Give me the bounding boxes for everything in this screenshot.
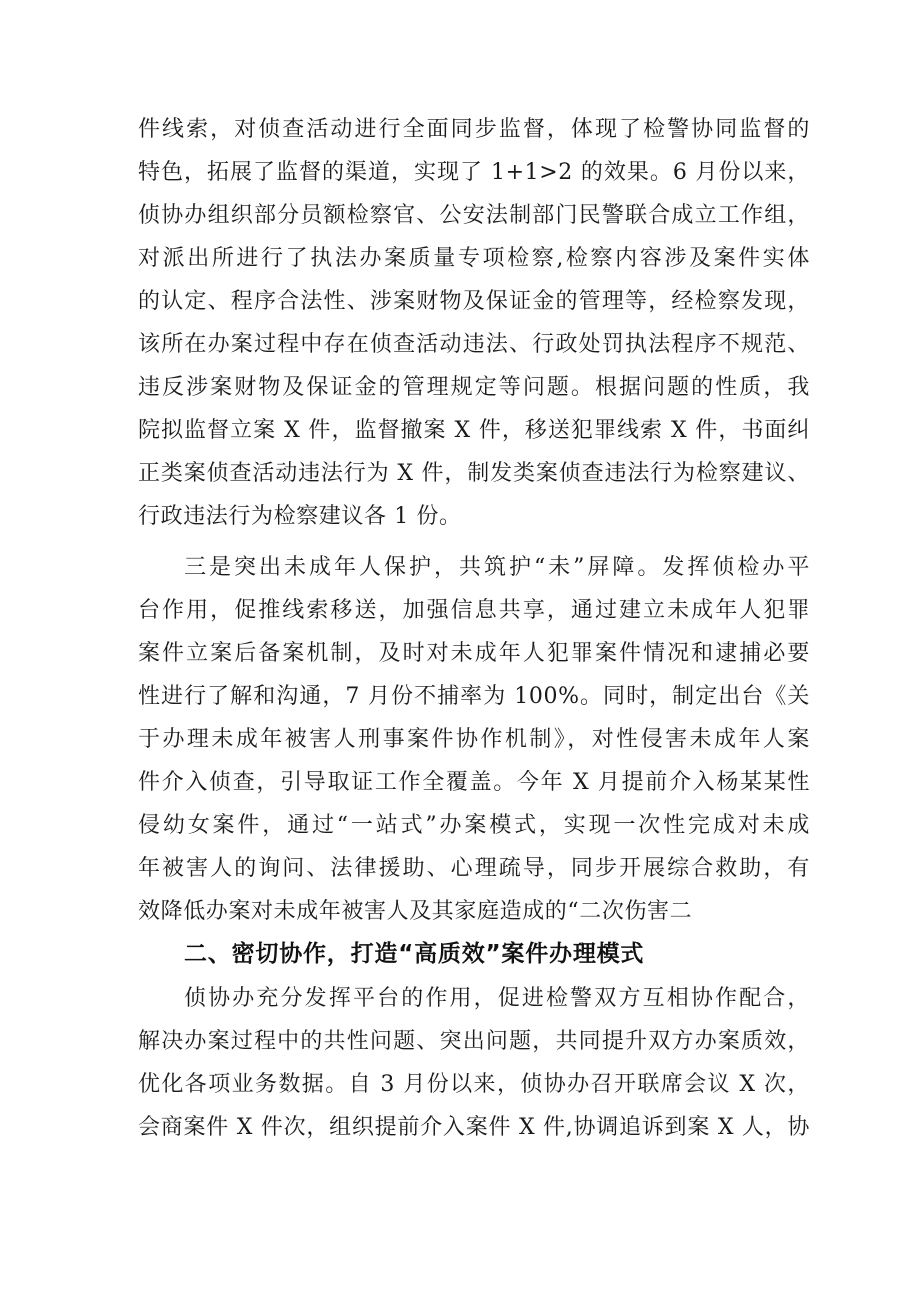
paragraph-1 [138, 108, 810, 538]
paragraph-line: 侵幼女案件，通过“一站式”办案模式，实现一次性完成对未成 [138, 813, 810, 838]
paragraph-line: 侦协办充分发挥平台的作用，促进检警双方互相协作配合， [184, 986, 810, 1011]
paragraph-3 [138, 977, 810, 1149]
paragraph-line: 案件立案后备案机制，及时对未成年人犯罪案件情况和逮捕必要 [138, 641, 810, 666]
paragraph-line: 件线索，对侦查活动进行全面同步监督，体现了检警协同监督的 [138, 117, 810, 142]
paragraph-line: 效降低办案对未成年被害人及其家庭造成的“二次伤害二 [138, 899, 693, 924]
paragraph-line: 三是突出未成年人保护，共筑护“未”屏障。发挥侦检办平 [184, 555, 810, 580]
paragraph-line: 解决办案过程中的共性问题、突出问题，共同提升双方办案质效， [138, 1029, 810, 1054]
paragraph-line: 的认定、程序合法性、涉案财物及保证金的管理等，经检察发现， [138, 289, 810, 314]
paragraph-line: 特色，拓展了监督的渠道，实现了 1+1>2 的效果。6 月份以来， [138, 160, 810, 185]
paragraph-line: 院拟监督立案 X 件，监督撤案 X 件，移送犯罪线索 X 件，书面纠 [138, 418, 810, 443]
paragraph-line: 会商案件 X 件次，组织提前介入案件 X 件,协调追诉到案 X 人，协 [138, 1115, 810, 1140]
paragraph-line: 性进行了解和沟通，7 月份不捕率为 100%。同时，制定出台《关 [138, 684, 810, 709]
paragraph-line: 该所在办案过程中存在侦查活动违法、行政处罚执法程序不规范、 [138, 332, 810, 357]
section-heading: 二、密切协作，打造“高质效”案件办理模式 [184, 941, 645, 967]
paragraph-line: 正类案侦查活动违法行为 X 件，制发类案侦查违法行为检察建议、 [138, 461, 810, 486]
paragraph-line: 行政违法行为检察建议各 1 份。 [138, 504, 462, 529]
paragraph-line: 侦协办组织部分员额检察官、公安法制部门民警联合成立工作组， [138, 203, 810, 228]
paragraph-line: 于办理未成年被害人刑事案件协作机制》，对性侵害未成年人案 [138, 727, 810, 752]
paragraph-line: 违反涉案财物及保证金的管理规定等问题。根据问题的性质，我 [138, 375, 810, 400]
paragraph-line: 件介入侦查，引导取证工作全覆盖。今年 X 月提前介入杨某某性 [138, 770, 810, 795]
paragraph-line: 优化各项业务数据。自 3 月份以来，侦协办召开联席会议 X 次， [138, 1072, 810, 1097]
paragraph-line: 对派出所进行了执法办案质量专项检察,检察内容涉及案件实体 [138, 246, 810, 271]
paragraph-line: 年被害人的询问、法律援助、心理疏导，同步开展综合救助，有 [138, 856, 810, 881]
paragraph-2 [138, 546, 810, 933]
paragraph-line: 台作用，促推线索移送，加强信息共享，通过建立未成年人犯罪 [138, 598, 810, 623]
